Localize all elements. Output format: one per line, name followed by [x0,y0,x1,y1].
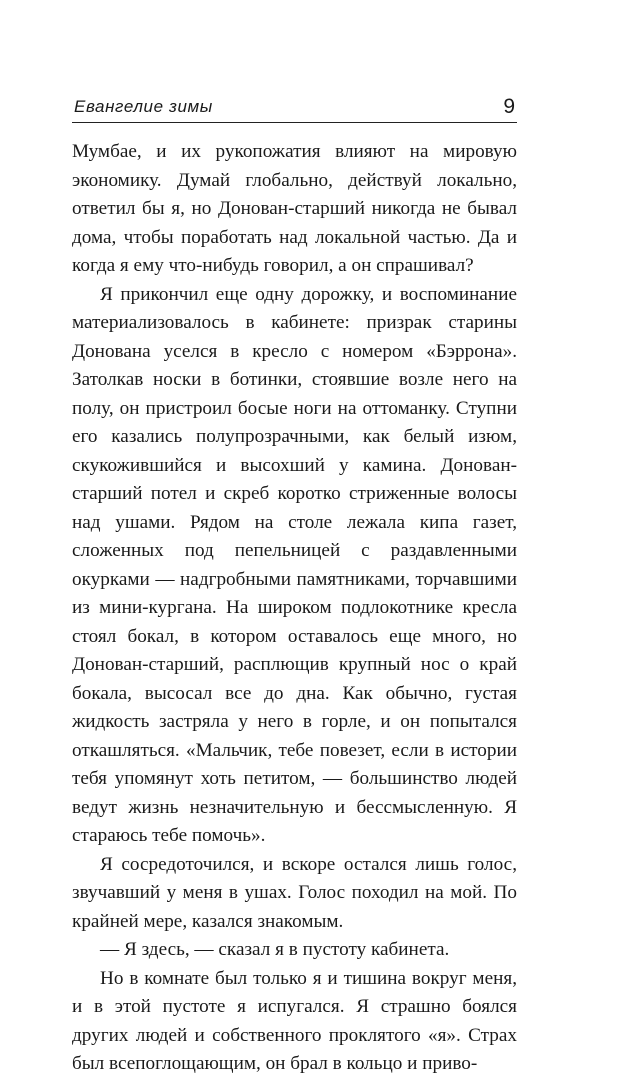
page-number: 9 [503,95,515,118]
paragraph-dialogue: — Я здесь, — сказал я в пустоту кабинета. [100,939,450,960]
running-header [72,88,517,123]
body-text [72,138,517,1079]
paragraph-voice: Я сосредоточился, и вскоре остался лишь голос, звучавший у меня в ушах. Голос походил на мой. По крайней мере, казался знакомым. [72,853,517,932]
running-title: Евангелие зимы [74,97,213,116]
paragraph-continuation: Мумбае, и их рукопожатия влияют на мировую экономику. Думай глобально, действуй локально, ответил бы я, но Донован-старший никогда не бывал дома, чтобы поработать над локальной частью. Да и когда я ему что-нибудь говорил, а он спрашивал? [72,141,517,276]
paragraph-memory: Я прикончил еще одну дорожку, и воспоминание материализовалось в кабинете: призрак старины Донована уселся в кресло с номером «Бэррона». Затолкав носки в ботинки, стоявшие возле него на полу, он пристроил босые ноги на оттоманку. Ступни его казались полупрозрачными, как белый изюм, скукожившийся и высохший у камина. Донован-старший потел и скреб коротко стриженные волосы над ушами. Рядом на столе лежала кипа газет, сложенных под пепельницей с раздавленными окурками — надгробными памятниками, торчавшими из мини-кургана. На широком подлокотнике кресла стоял бокал, в котором оставалось еще много, но Донован-старший, расплющив крупный нос о край бокала, высосал все до дна. Как обычно, густая жидкость застряла у него в горле, и он попытался откашляться. «Мальчик, тебе повезет, если в истории тебя упомянут хоть петитом, — большинство людей ведут жизнь незначительную и бессмысленную. Я стараюсь тебе помочь». [72,283,517,846]
paragraph-fear: Но в комнате был только я и тишина вокруг меня, и в этой пустоте я испугался. Я страшно боялся других людей и собственного проклятого «я». Страх был всепоглощающим, он брал в кольцо и приво- [72,967,517,1074]
